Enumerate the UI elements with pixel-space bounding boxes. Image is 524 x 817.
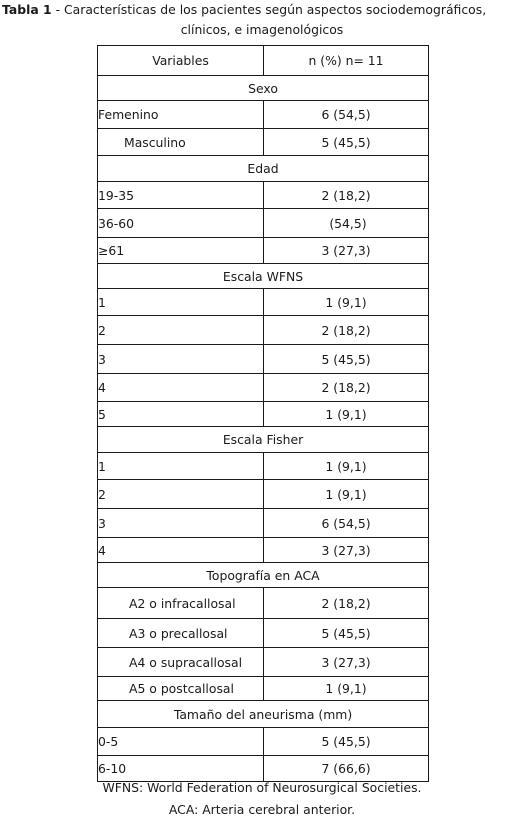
variable-cell: 19-35 [98, 182, 264, 209]
characteristics-table [97, 45, 429, 782]
value-cell: (54,5) [264, 209, 429, 238]
table-row [98, 453, 429, 480]
table-row [98, 480, 429, 509]
variable-cell: 36-60 [98, 209, 264, 238]
variable-cell: 2 [98, 480, 264, 509]
table-row [98, 509, 429, 538]
footnote-aca: ACA: Arteria cerebral anterior. [168, 802, 356, 817]
section-row-edad [98, 156, 429, 182]
table-row [98, 538, 429, 563]
table-row [98, 677, 429, 701]
value-cell: 1 (9,1) [264, 289, 429, 316]
variable-cell: 0-5 [98, 728, 264, 756]
table-row [98, 588, 429, 619]
table-row [98, 129, 429, 156]
table-caption [2, 2, 486, 17]
section-row-topografia [98, 563, 429, 588]
variable-cell: A4 o supracallosal [98, 648, 264, 677]
header-row [98, 46, 429, 76]
header-n-percent: n (%) n= 11 [264, 46, 429, 76]
table-row [98, 648, 429, 677]
table-row [98, 316, 429, 345]
value-cell: 2 (18,2) [264, 316, 429, 345]
value-cell: 3 (27,3) [264, 648, 429, 677]
table-row [98, 209, 429, 238]
value-cell: 5 (45,5) [264, 728, 429, 756]
section-title: Escala WFNS [98, 264, 429, 289]
table-row [98, 289, 429, 316]
variable-cell: 5 [98, 402, 264, 427]
value-cell: 2 (18,2) [264, 182, 429, 209]
value-cell: 2 (18,2) [264, 588, 429, 619]
value-cell: 1 (9,1) [264, 453, 429, 480]
section-row-tamano [98, 701, 429, 728]
variable-cell: 4 [98, 374, 264, 402]
footnote-wfns: WFNS: World Federation of Neurosurgical Societies. [102, 780, 422, 795]
value-cell: 6 (54,5) [264, 509, 429, 538]
variable-cell: 1 [98, 453, 264, 480]
table-row [98, 728, 429, 756]
section-row-fisher [98, 427, 429, 453]
value-cell: 3 (27,3) [264, 238, 429, 264]
value-cell: 3 (27,3) [264, 538, 429, 563]
variable-cell: 3 [98, 345, 264, 374]
section-row-wfns [98, 264, 429, 289]
table-row [98, 756, 429, 782]
value-cell: 5 (45,5) [264, 345, 429, 374]
variable-cell: 2 [98, 316, 264, 345]
section-title: Tamaño del aneurisma (mm) [98, 701, 429, 728]
header-variables: Variables [98, 46, 264, 76]
variable-cell: 3 [98, 509, 264, 538]
variable-cell: A2 o infracallosal [98, 588, 264, 619]
variable-cell: Masculino [98, 129, 264, 156]
table-row [98, 374, 429, 402]
variable-cell: 6-10 [98, 756, 264, 782]
value-cell: 7 (66,6) [264, 756, 429, 782]
table-row [98, 345, 429, 374]
value-cell: 1 (9,1) [264, 402, 429, 427]
section-title: Sexo [98, 76, 429, 101]
value-cell: 1 (9,1) [264, 677, 429, 701]
section-title: Edad [98, 156, 429, 182]
value-cell: 2 (18,2) [264, 374, 429, 402]
variable-cell: ≥61 [98, 238, 264, 264]
value-cell: 1 (9,1) [264, 480, 429, 509]
variable-cell: Femenino [98, 101, 264, 129]
section-title: Topografía en ACA [98, 563, 429, 588]
variable-cell: A5 o postcallosal [98, 677, 264, 701]
section-title: Escala Fisher [98, 427, 429, 453]
table-row [98, 101, 429, 129]
value-cell: 5 (45,5) [264, 129, 429, 156]
variable-cell: 4 [98, 538, 264, 563]
value-cell: 5 (45,5) [264, 619, 429, 648]
variable-cell: 1 [98, 289, 264, 316]
section-row-sexo [98, 76, 429, 101]
table-caption-line2: clínicos, e imagenológicos [180, 22, 344, 37]
table-caption-label: Tabla 1 [2, 2, 52, 17]
variable-cell: A3 o precallosal [98, 619, 264, 648]
table-row [98, 402, 429, 427]
table-row [98, 182, 429, 209]
value-cell: 6 (54,5) [264, 101, 429, 129]
table-caption-text: - Características de los pacientes según aspectos sociodemográficos, [51, 2, 487, 17]
table-row [98, 619, 429, 648]
table-row [98, 238, 429, 264]
